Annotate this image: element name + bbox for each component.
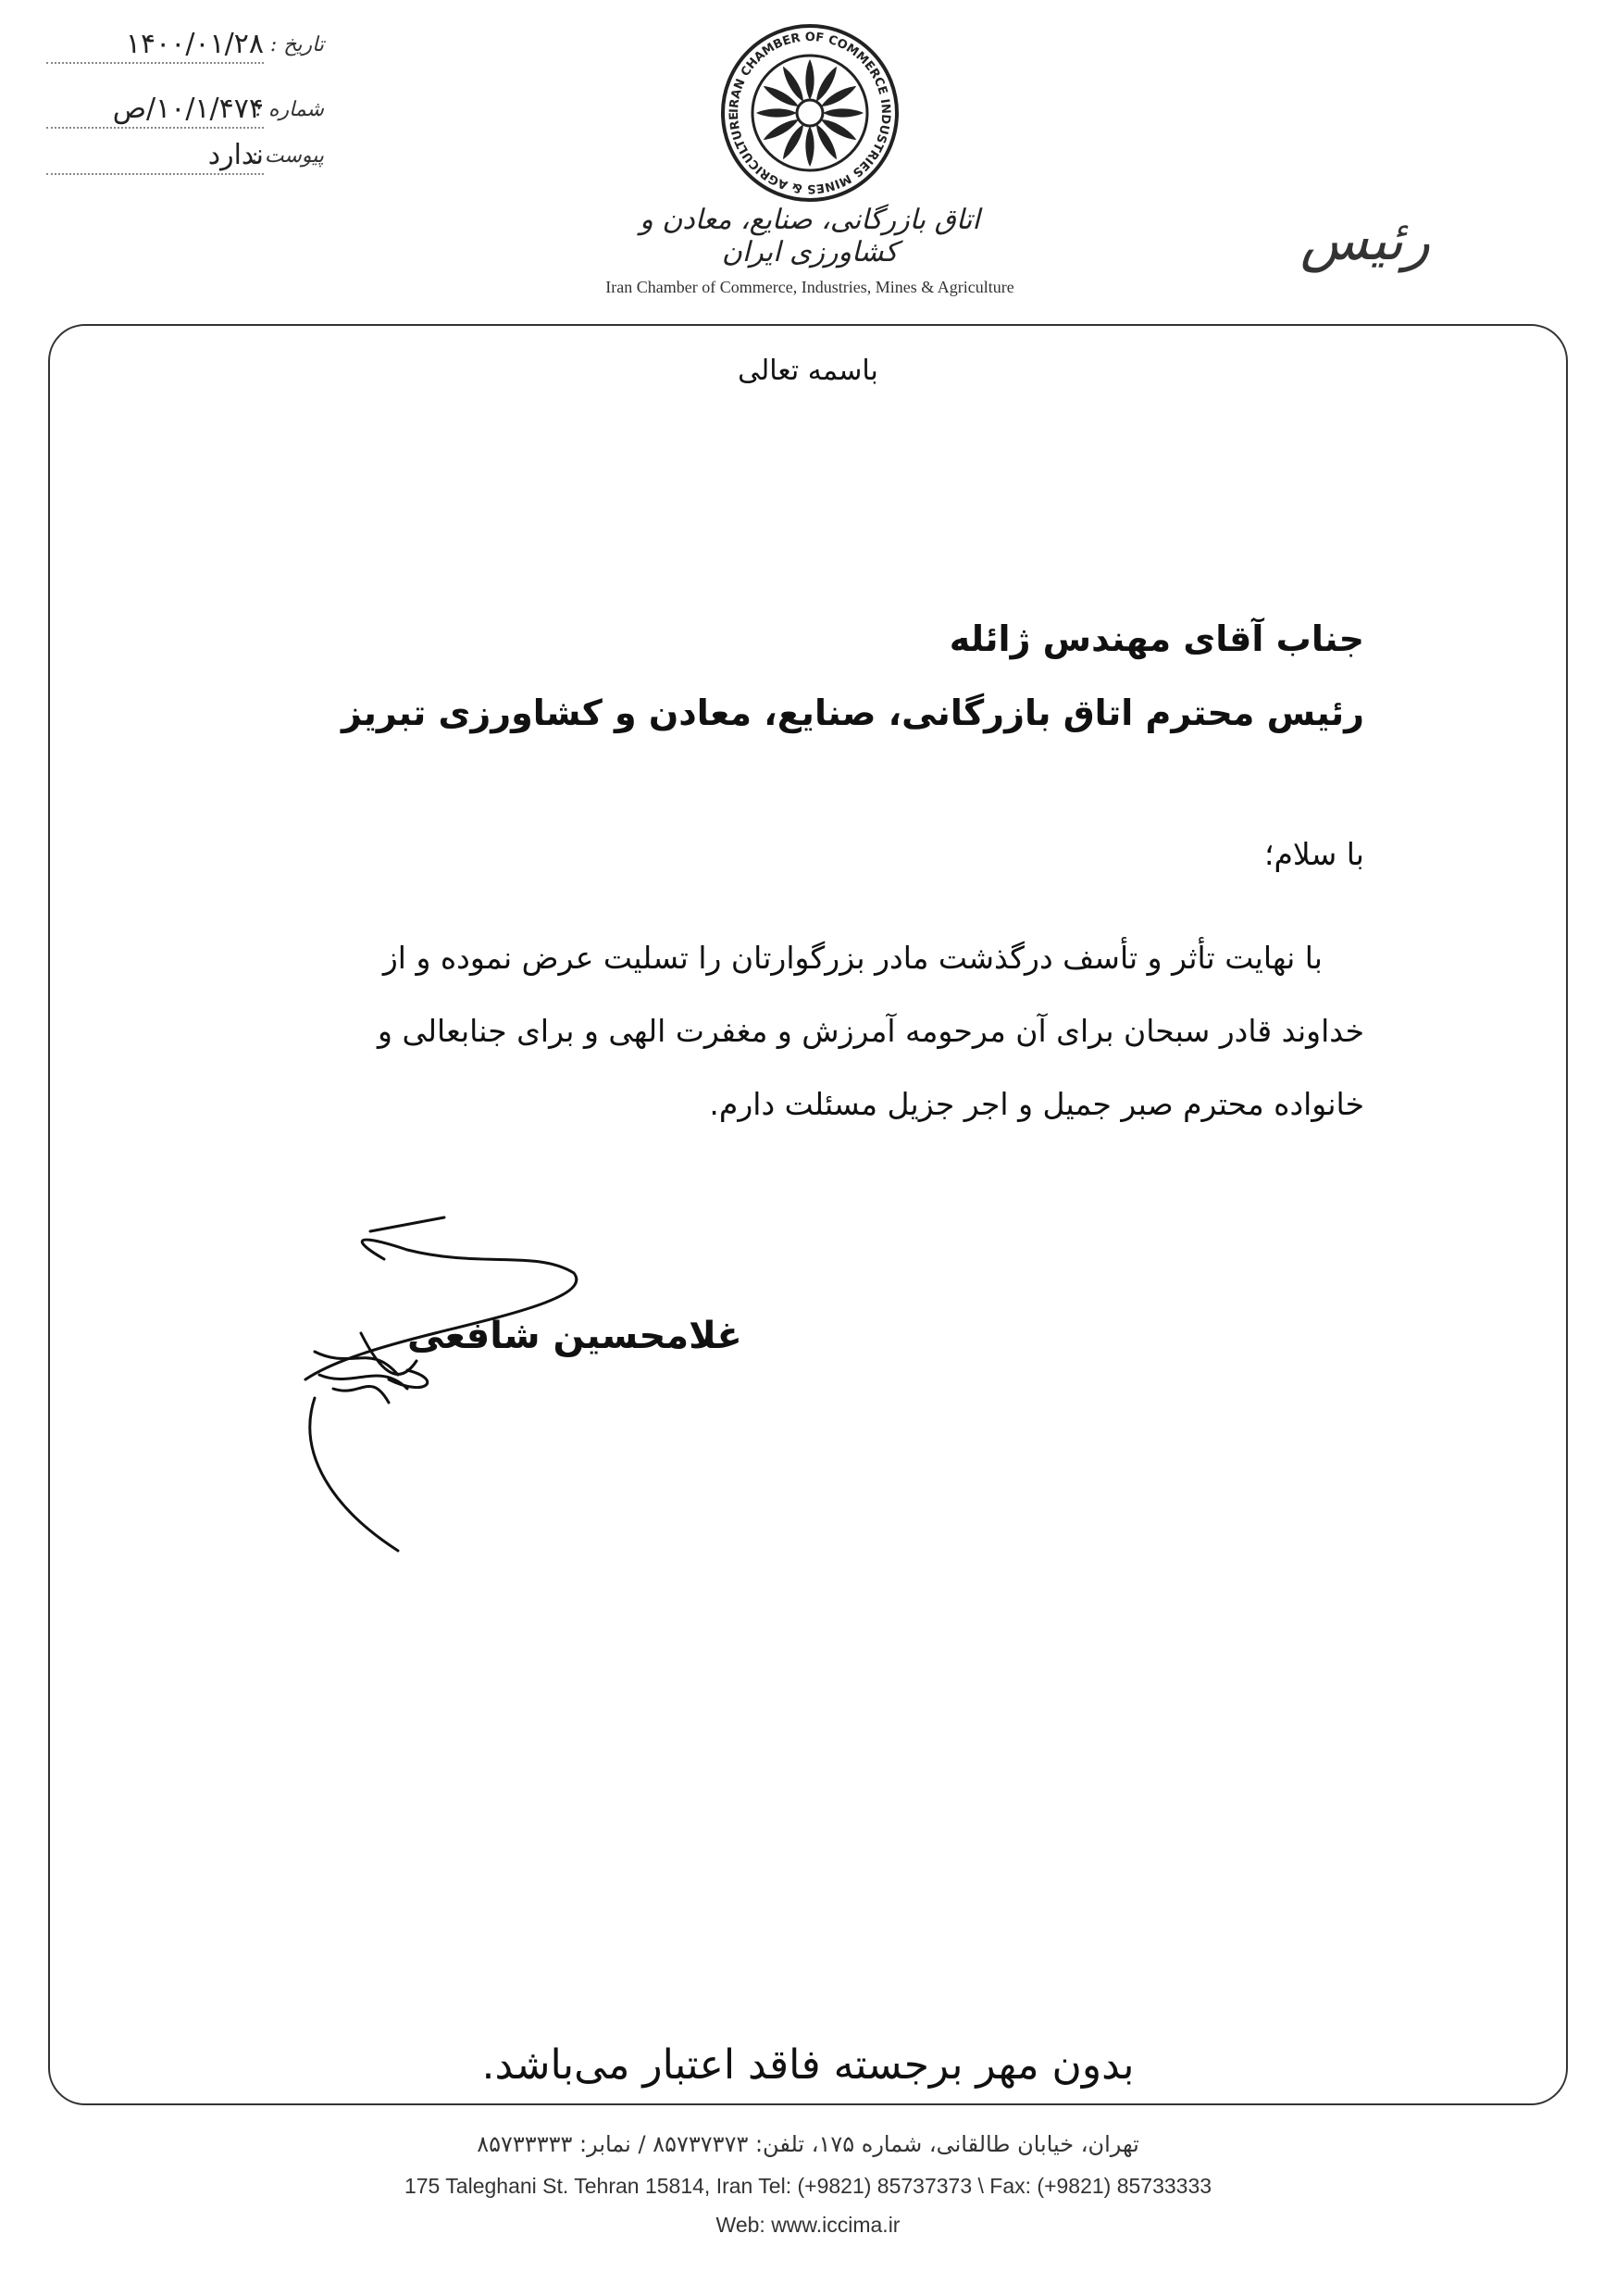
signer-name: غلامحسین شافعی [407, 1315, 742, 1357]
body-paragraph [272, 921, 1364, 1141]
attachment-label: پیوست : [251, 144, 324, 168]
logo-petal [805, 59, 814, 100]
logo-petal [823, 108, 864, 117]
org-name-en: Iran Chamber of Commerce, Industries, Mines & Agriculture [605, 278, 1014, 296]
org-name-fa: اتاق بازرگانی، صنایع، معادن و کشاورزی ایران [640, 204, 980, 268]
invocation: باسمه تعالی [738, 355, 878, 387]
footer-web: Web: www.iccima.ir [715, 2213, 901, 2237]
handwritten-signature [296, 1213, 602, 1565]
recipient-title: رئیس محترم اتاق بازرگانی، صنایع، معادن و کشاورزی تبریز [342, 693, 1364, 733]
date-label: تاریخ : [269, 33, 324, 56]
greeting: با سلام؛ [1264, 836, 1364, 872]
date-row [46, 28, 324, 70]
office-title: رئیس [1299, 208, 1431, 273]
logo-ring-text: IRAN CHAMBER OF COMMERCE INDUSTRIES MINES & AGRICULTURE [727, 30, 893, 196]
letter-frame [48, 324, 1568, 2105]
recipient-name: جناب آقای مهندس ژائله [949, 618, 1364, 659]
number-label: شماره : [255, 98, 324, 121]
logo-petal [756, 108, 797, 117]
date-value: ۱۴۰۰/۰۱/۲۸ [46, 28, 264, 64]
number-row [46, 93, 324, 135]
footer-address-fa: تهران، خیابان طالقانی، شماره ۱۷۵، تلفن: ۸۵۷۳۷۳۷۳ / نمابر: ۸۵۷۳۳۳۳۳ [477, 2131, 1139, 2157]
number-value: ۱۰/۱/۴۷۴/ص [46, 93, 264, 129]
body-line: خداوند قادر سبحان برای آن مرحومه آمرزش و مغفرت الهی و برای جنابعالی و [378, 1013, 1364, 1049]
body-line: با نهایت تأثر و تأسف درگذشت مادر بزرگوارتان را تسلیت عرض نموده و از [382, 940, 1323, 976]
attachment-value: ندارد [46, 139, 264, 175]
validity-notice: بدون مهر برجسته فاقد اعتبار می‌باشد. [481, 2041, 1135, 2089]
chamber-logo [717, 20, 902, 206]
logo-petal [805, 126, 814, 167]
attachment-row [46, 139, 324, 181]
body-line: خانواده محترم صبر جمیل و اجر جزیل مسئلت دارم. [709, 1086, 1364, 1122]
footer-address-en: 175 Taleghani St. Tehran 15814, Iran Tel: (+9821) 85737373 \ Fax: (+9821) 85733333 [404, 2174, 1212, 2198]
